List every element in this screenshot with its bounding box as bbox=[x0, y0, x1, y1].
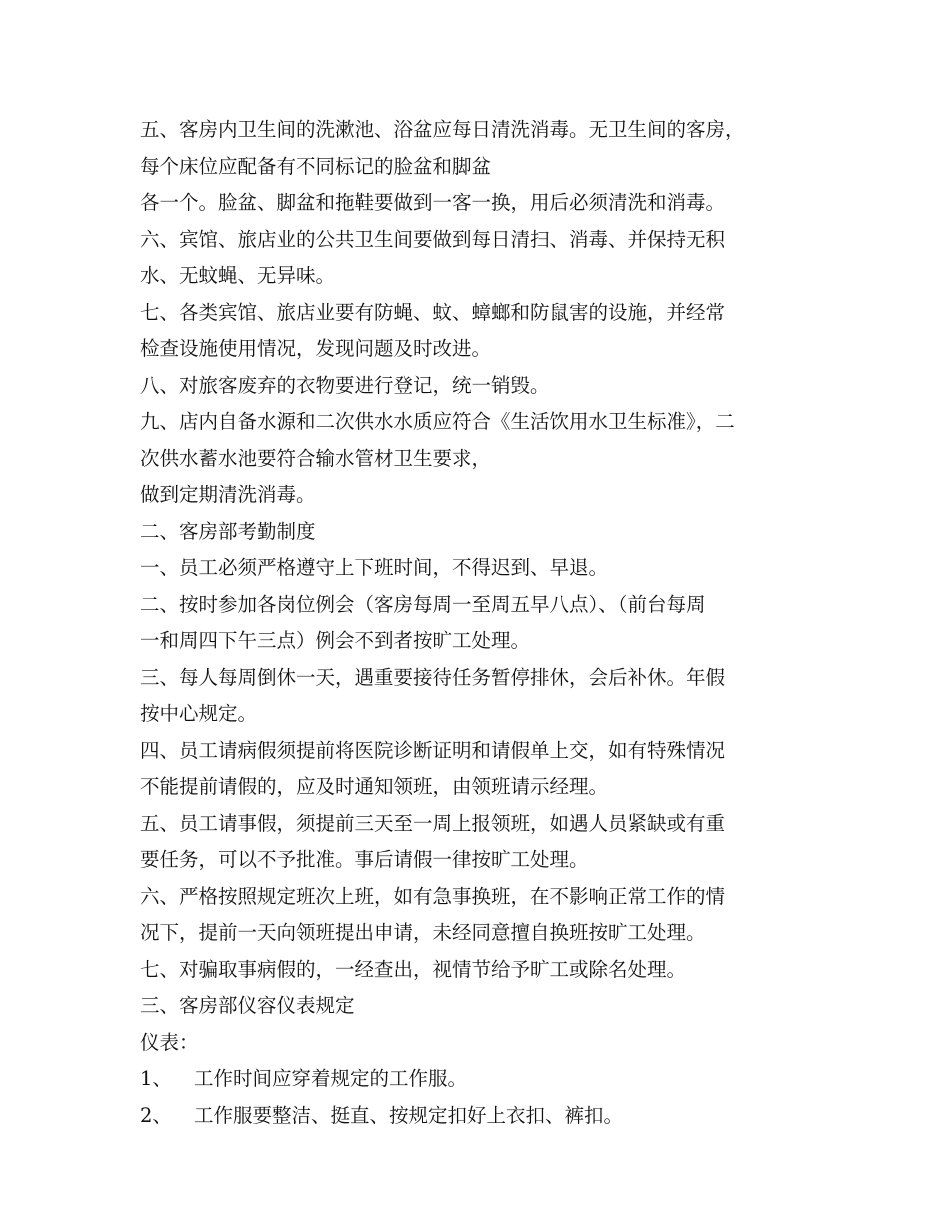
text-line: 六、宾馆、旅店业的公共卫生间要做到每日清扫、消毒、并保持无积 bbox=[140, 227, 726, 251]
subheading: 仪表： bbox=[140, 1030, 199, 1054]
text-line: 按中心规定。 bbox=[140, 702, 258, 725]
text-line: 七、各类宾馆、旅店业要有防蝇、蚊、蟑螂和防鼠害的设施，并经常 bbox=[140, 300, 726, 324]
list-number: 1、 bbox=[140, 1067, 172, 1090]
document-page bbox=[140, 112, 830, 1134]
list-text: 工作时间应穿着规定的工作服。 bbox=[194, 1067, 468, 1090]
list-text: 工作服要整洁、挺直、按规定扣好上衣扣、裤扣。 bbox=[194, 1103, 624, 1127]
text-line: 二、按时参加各岗位例会（客房每周一至周五早八点）、（前台每周 bbox=[140, 592, 706, 616]
list-number: 2、 bbox=[140, 1103, 172, 1127]
section-heading: 三、客房部仪容仪表规定 bbox=[140, 994, 355, 1017]
text-line: 一和周四下午三点）例会不到者按旷工处理。 bbox=[140, 629, 531, 652]
text-line: 不能提前请假的，应及时通知领班，由领班请示经理。 bbox=[140, 775, 609, 798]
text-line: 五、员工请事假，须提前三天至一周上报领班，如遇人员紧缺或有重 bbox=[140, 811, 726, 835]
text-line: 检查设施使用情况，发现问题及时改进。 bbox=[140, 337, 492, 360]
text-line: 七、对骗取事病假的，一经查出，视情节给予旷工或除名处理。 bbox=[140, 957, 687, 981]
section-heading: 二、客房部考勤制度 bbox=[140, 519, 316, 543]
text-line: 水、无蚊蝇、无异味。 bbox=[140, 264, 336, 287]
text-line: 八、对旅客废弃的衣物要进行登记，统一销毁。 bbox=[140, 373, 550, 397]
text-line: 要任务，可以不予批准。事后请假一律按旷工处理。 bbox=[140, 848, 589, 871]
text-line: 次供水蓄水池要符合输水管材卫生要求， bbox=[140, 446, 492, 470]
text-line: 况下，提前一天向领班提出申请，未经同意擅自换班按旷工处理。 bbox=[140, 921, 706, 944]
document-body bbox=[140, 112, 830, 1134]
text-line: 九、店内自备水源和二次供水水质应符合《生活饮用水卫生标准》，二 bbox=[140, 410, 735, 433]
text-line: 做到定期清洗消毒。 bbox=[140, 483, 316, 506]
list-item bbox=[140, 1098, 830, 1135]
text-line: 一、员工必须严格遵守上下班时间，不得迟到、早退。 bbox=[140, 556, 609, 579]
text-line: 各一个。脸盆、脚盆和拖鞋要做到一客一换，用后必须清洗和消毒。 bbox=[140, 191, 726, 214]
text-line: 五、客房内卫生间的洗漱池、浴盆应每日清洗消毒。无卫生间的客房， bbox=[140, 118, 745, 141]
text-line: 每个床位应配备有不同标记的脸盆和脚盆 bbox=[140, 154, 492, 178]
text-line: 六、严格按照规定班次上班，如有急事换班，在不影响正常工作的情 bbox=[140, 884, 726, 908]
list-item bbox=[140, 1061, 830, 1098]
text-line: 三、每人每周倒休一天，遇重要接待任务暂停排休，会后补休。年假 bbox=[140, 665, 726, 689]
text-line: 四、员工请病假须提前将医院诊断证明和请假单上交，如有特殊情况 bbox=[140, 738, 726, 762]
